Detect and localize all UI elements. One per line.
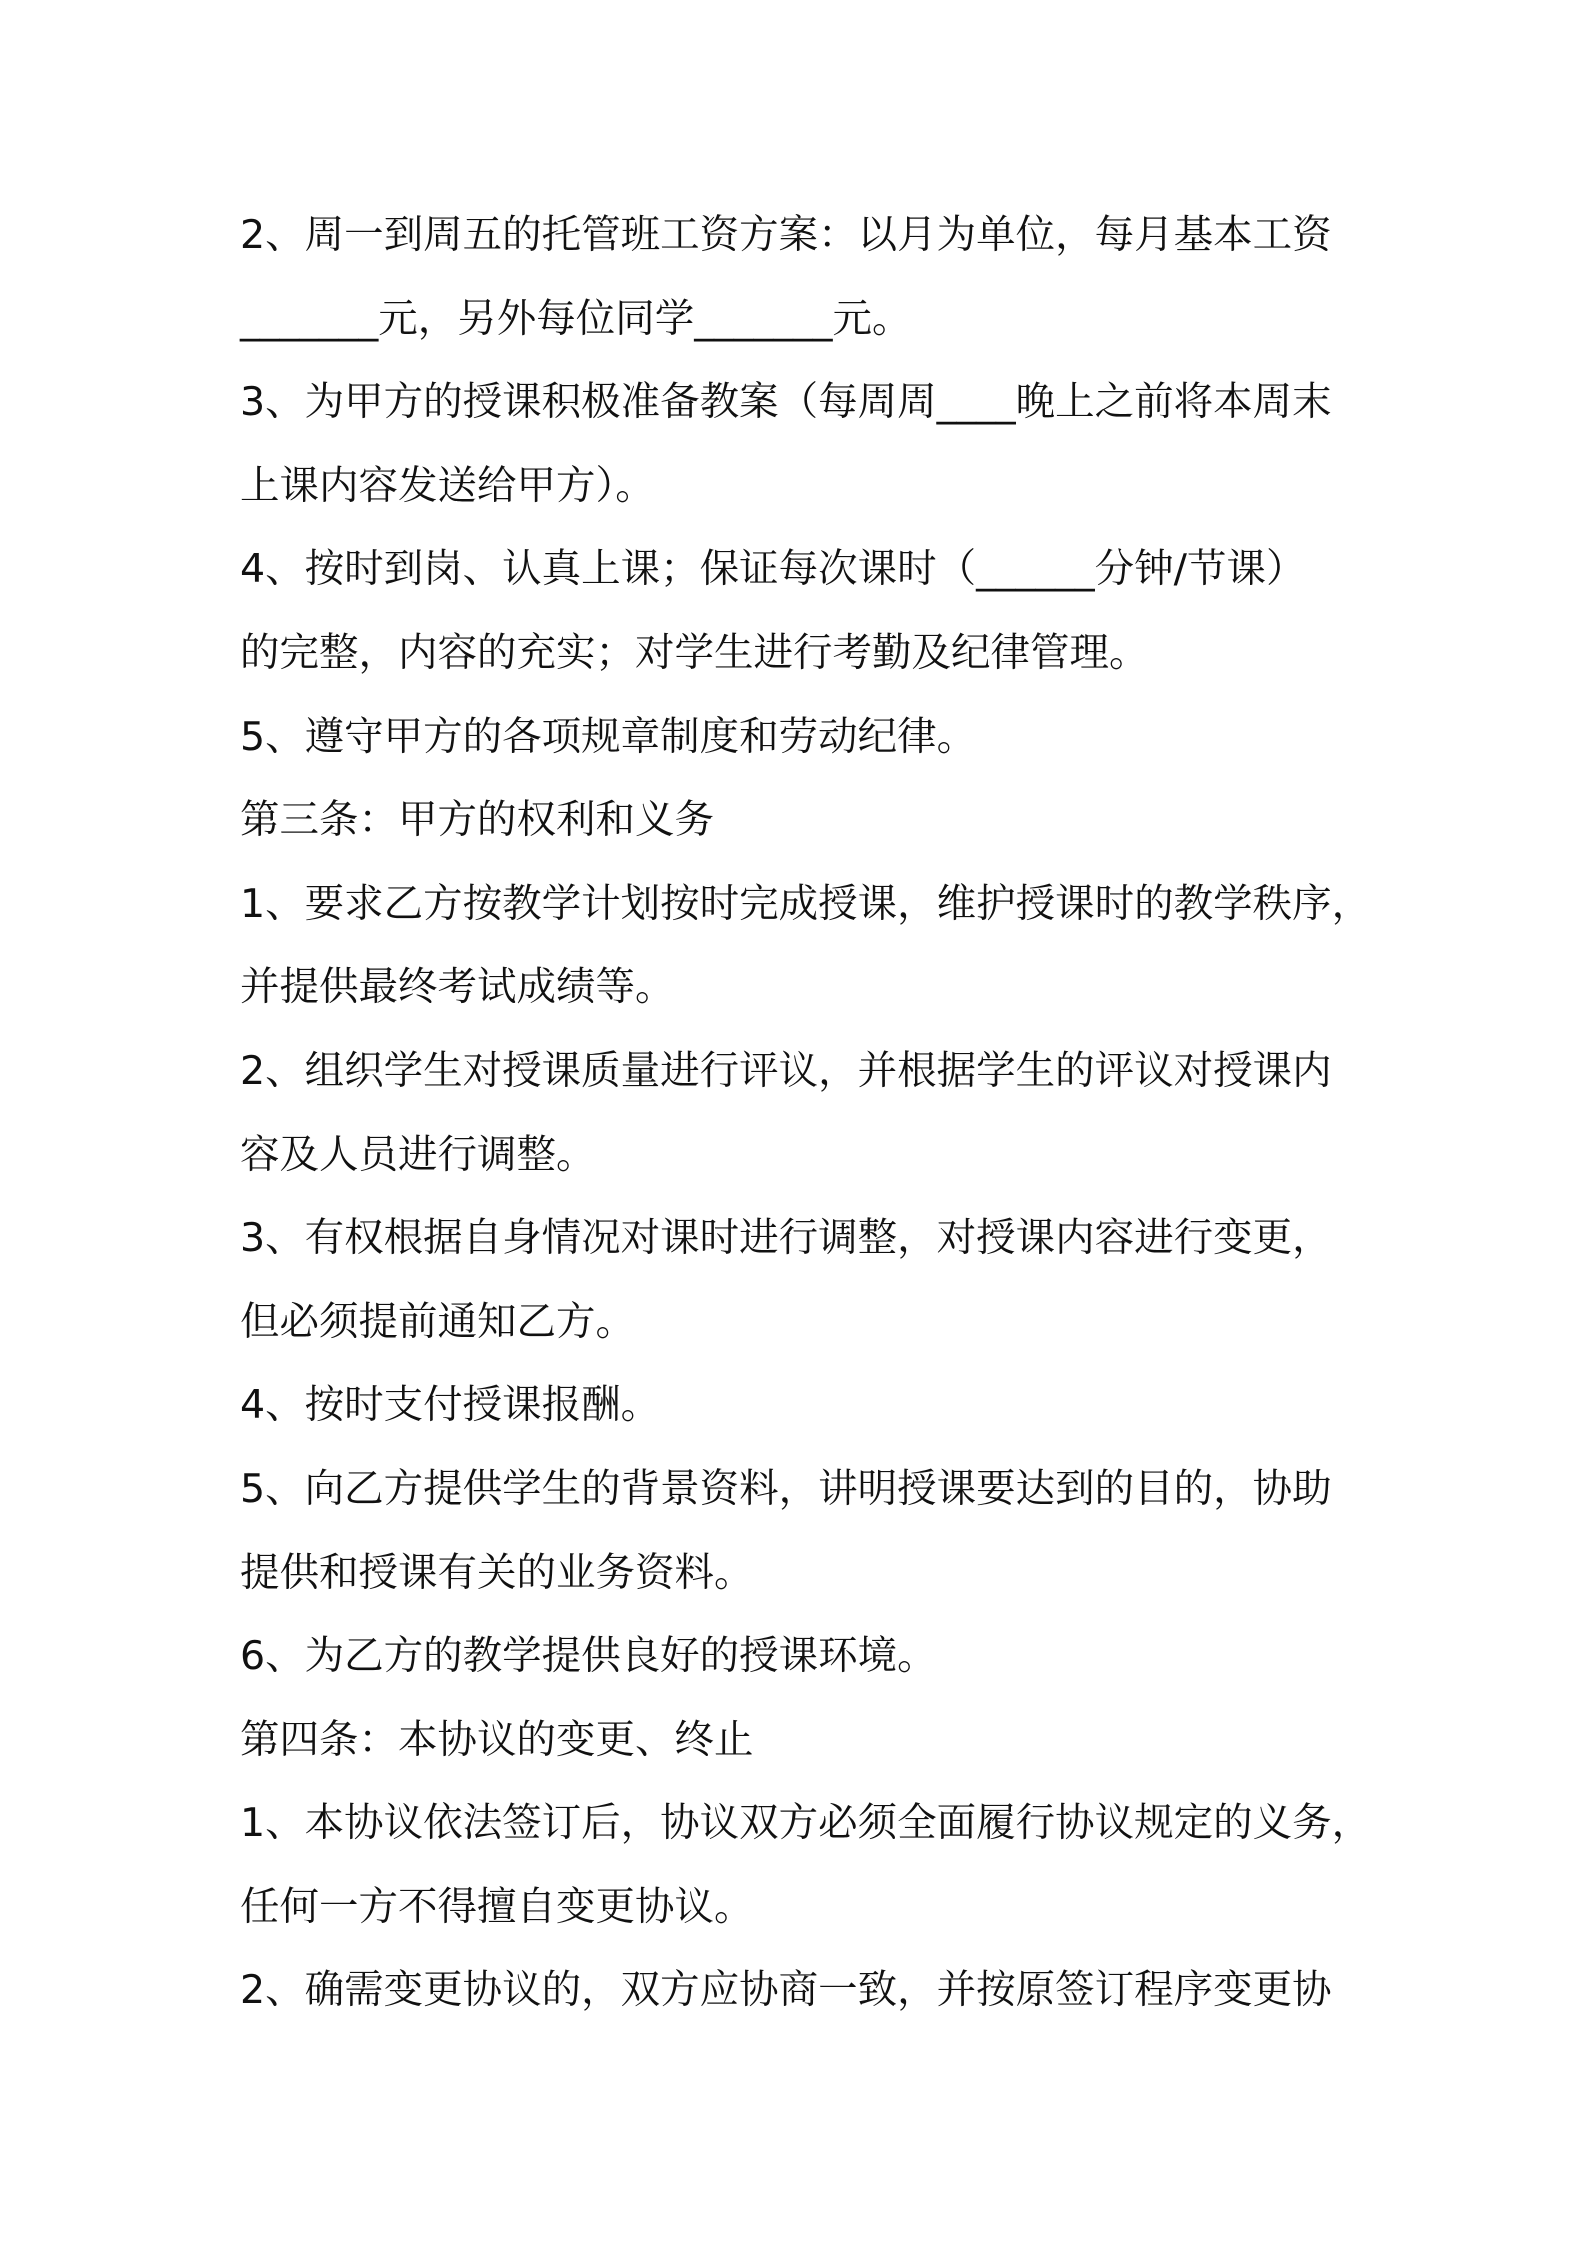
text-line-13: 3、有权根据自身情况对课时进行调整，对授课内容进行变更， bbox=[240, 1215, 1332, 1262]
text-line-7: 5、遵守甲方的各项规章制度和劳动纪律。 bbox=[240, 713, 977, 760]
text-line-1: 2、周一到周五的托管班工资方案：以月为单位，每月基本工资 bbox=[240, 212, 1332, 258]
text-line-22: 2、确需变更协议的，双方应协商一致，并按原签订程序变更协 bbox=[240, 1967, 1332, 2014]
text-line-3: 3、为甲方的授课积极准备教案（每周周____晚上之前将本周末 bbox=[240, 379, 1332, 426]
text-line-20: 1、本协议依法签订后，协议双方必须全面履行协议规定的义务， bbox=[240, 1800, 1372, 1847]
text-line-6: 的完整，内容的充实；对学生进行考勤及纪律管理。 bbox=[240, 629, 1149, 676]
text-line-18: 6、为乙方的教学提供良好的授课环境。 bbox=[240, 1633, 937, 1680]
section-heading-4: 第四条：本协议的变更、终止 bbox=[240, 1716, 754, 1763]
text-line-17: 提供和授课有关的业务资料。 bbox=[240, 1549, 754, 1596]
text-line-15: 4、按时支付授课报酬。 bbox=[240, 1382, 661, 1429]
text-line-16: 5、向乙方提供学生的背景资料，讲明授课要达到的目的，协助 bbox=[240, 1465, 1332, 1512]
text-line-4: 上课内容发送给甲方）。 bbox=[240, 462, 655, 509]
text-line-11: 2、组织学生对授课质量进行评议，并根据学生的评议对授课内 bbox=[240, 1047, 1332, 1094]
text-line-2: _______元，另外每位同学_______元。 bbox=[240, 295, 912, 342]
text-line-10: 并提供最终考试成绩等。 bbox=[240, 964, 675, 1011]
section-heading-3: 第三条：甲方的权利和义务 bbox=[240, 797, 714, 844]
text-line-14: 但必须提前通知乙方。 bbox=[240, 1298, 635, 1345]
document-body bbox=[240, 194, 1370, 2033]
text-line-9: 1、要求乙方按教学计划按时完成授课，维护授课时的教学秩序， bbox=[240, 880, 1372, 927]
text-line-12: 容及人员进行调整。 bbox=[240, 1131, 596, 1178]
text-line-21: 任何一方不得擅自变更协议。 bbox=[240, 1883, 754, 1930]
text-line-5: 4、按时到岗、认真上课；保证每次课时（______分钟/节课） bbox=[240, 546, 1306, 593]
